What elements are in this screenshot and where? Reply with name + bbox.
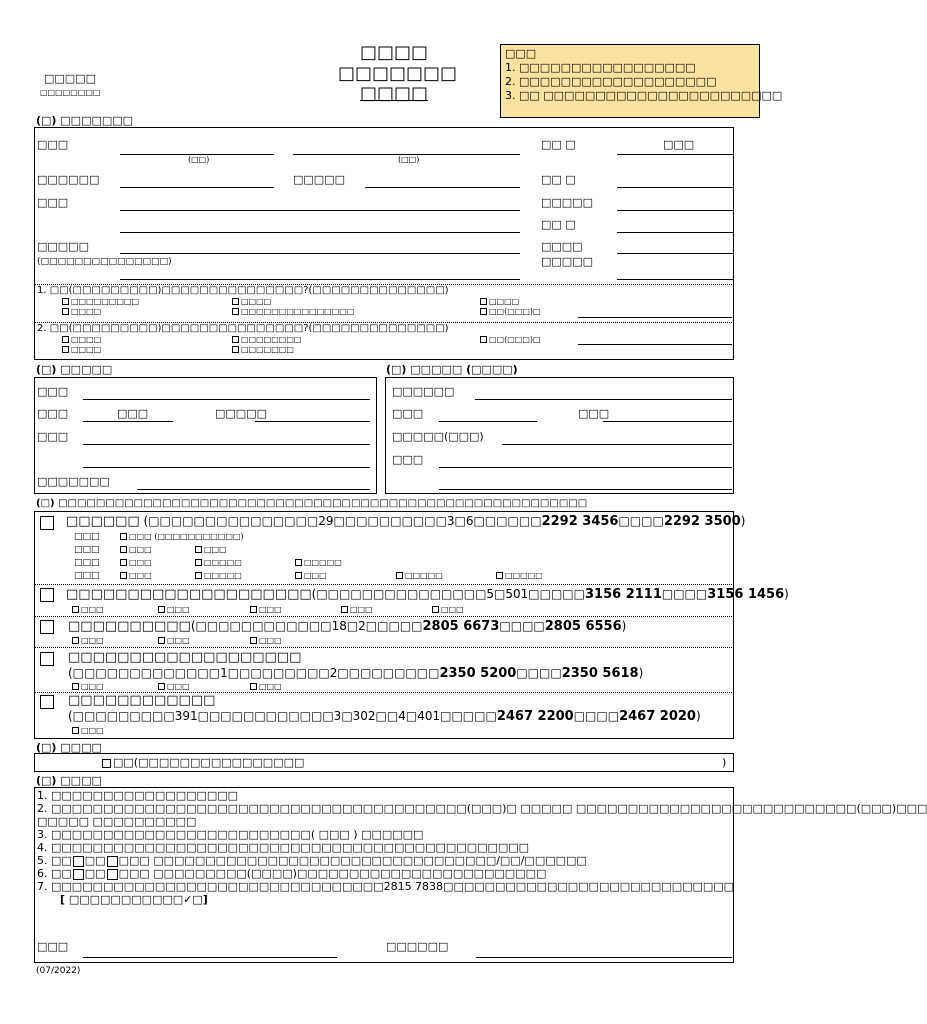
term-5-no-checkbox[interactable] [107,856,118,867]
right-field-5[interactable] [617,253,734,254]
b-field-2-value: □□□ [117,407,149,420]
right-field-2[interactable] [617,187,734,188]
note-item: 3. □□ □□□□□□□□□□□□□□□□□□□□□□□ [505,89,783,102]
c-field-4-label: □□□ [392,453,424,466]
right-field-6[interactable] [617,279,734,280]
section-d-heading: (□) □□□□□□□□□□□□□□□□□□□□□□□□□□□□□□□□□□□□□□□□□□□□□□□□□□□□□□□□ [36,498,588,509]
c-field-1[interactable] [475,399,732,400]
q2-option[interactable]: □□□□□□□□ [232,335,301,344]
term-6: 6. □□ □□ □□□ □□□□□□□□□(□□□□)□□□□□□□□□□□□□□□□□□□□□□□□ [37,867,547,880]
b-field-2b[interactable] [255,421,370,422]
org1-option[interactable]: □□□□□ [295,558,342,567]
address-label: □□□ [37,196,69,209]
b-field-2b-label: □□□□□ [215,407,267,420]
right-field-4[interactable] [617,232,734,233]
date-field[interactable] [476,957,732,958]
org5-name: □□□□□□□□□□□□ [68,693,216,708]
org1-option[interactable]: □□□ [120,571,152,580]
org1-option[interactable]: □□□ [195,545,227,554]
q2-other-field[interactable] [578,344,732,345]
c-field-4[interactable] [439,467,732,468]
contact-sub-label: (□□□□□□□□□□□□□□□) [37,257,172,267]
contact-field-2[interactable] [120,279,520,280]
org1-option[interactable]: □□□ [295,571,327,580]
address-field-1[interactable] [120,210,520,211]
right-field-3[interactable] [617,210,734,211]
q2-option[interactable]: □□□□□□□ [232,345,294,354]
section-e-heading: (□) □□□□ [36,741,102,754]
id-field[interactable] [120,187,274,188]
b-field-1-label: □□□ [37,385,69,398]
right-label-6: □□□□□ [541,255,593,268]
right-label-4: □□ □ [541,218,576,231]
divider [34,616,734,617]
org2-line: □□□□□□□□□□□□□□□□□□□□(□□□□□□□□□□□□□□□5□501□□□□□3156 2111□□□□3156 1456) [66,587,789,602]
other-field[interactable] [365,187,520,188]
org4-detail: (□□□□□□□□□□□□□1□□□□□□□□□2□□□□□□□□□2350 5200□□□□2350 5618) [68,666,644,681]
org1-option[interactable]: □□□□□ [195,558,242,567]
question-1: 1. □□(□□□□□□□□□)□□□□□□□□□□□□□□□?(□□□□□□□□□□□□□□) [37,285,449,296]
form-version: (07/2022) [36,966,81,976]
q1-option[interactable]: □□□□ [62,307,101,316]
contact-label: □□□□□ [37,240,89,253]
date-label: □□□□□□ [386,940,449,953]
org2-option[interactable]: □□□ [432,605,464,614]
section-b-heading: (□) □□□□□ [36,363,113,376]
name-label: □□□ [37,138,69,151]
right-value-1: □□□ [663,138,695,151]
q2-option-other[interactable]: □□(□□□)□ [480,335,541,344]
right-label-3: □□□□□ [541,196,593,209]
note-item: 2. □□□□□□□□□□□□□□□□□□□ [505,75,717,88]
org2-option[interactable]: □□□ [250,605,282,614]
org2-option[interactable]: □□□ [158,605,190,614]
q1-option[interactable]: □□□□□□□□□ [62,297,139,306]
org5-option[interactable]: □□□ [72,726,104,735]
name-sub-2: (□□) [398,155,420,164]
b-field-2[interactable] [83,421,173,422]
signature-label: □□□ [37,940,69,953]
org1-row-label: □□□ [74,532,100,542]
c-field-2[interactable] [439,421,537,422]
section-e-row[interactable]: □□(□□□□□□□□□□□□□□□□ [102,756,304,769]
org5-checkbox[interactable] [40,695,54,709]
right-label-1: □□ □ [541,138,576,151]
right-field-1[interactable] [617,154,734,155]
org1-option[interactable]: □□□□□ [195,571,242,580]
q1-option[interactable]: □□□□□□□□□□□□□□□ [232,307,354,316]
org4-name: □□□□□□□□□□□□□□□□□□□ [68,650,302,665]
org4-option[interactable]: □□□ [72,682,104,691]
divider [34,584,734,585]
org1-row-label: □□□ [74,545,100,555]
term-2: 2. □□□□□□□□□□□□□□□□□□□□□□□□□□□□□□□□□□□□□□□□(□□□)□ □□□□□ □□□□□□□□□□□□□□□□□□□□□□□□□□□(□□□)□□□ [37,802,927,815]
org4-checkbox[interactable] [40,652,54,666]
term-5-yes-checkbox[interactable] [73,856,84,867]
title-line-3: □□□□ [360,83,429,104]
other-label: □□□□□ [293,173,345,186]
org1-option[interactable]: □□□ [120,545,152,554]
term-5: 5. □□ □□ □□□ □□□□□□□□□□□□□□□□□□□□□□□□□□□□□□□□□/□□/□□□□□□ [37,854,587,867]
q2-option[interactable]: □□□□ [62,335,101,344]
term-4: 4. □□□□□□□□□□□□□□□□□□□□□□□□□□□□□□□□□□□□□□□□□□□□□□ [37,841,530,854]
section-c-heading: (□) □□□□□ (□□□□) [386,363,518,376]
right-label-5: □□□□ [541,240,583,253]
b-field-3[interactable] [83,444,370,445]
b-field-1[interactable] [83,399,370,400]
term-2-cont: □□□□□ □□□□□□□□□□ [37,815,197,828]
term-7: 7. □□□□□□□□□□□□□□□□□□□□□□□□□□□□□□□□2815 7838□□□□□□□□□□□□□□□□□□□□□□□□□□□□ [37,880,735,893]
name-sub-1: (□□) [188,155,210,164]
org1-option[interactable]: □□□□□ [496,571,543,580]
org3-option[interactable]: □□□ [250,636,282,645]
org3-checkbox[interactable] [40,620,54,634]
c-field-2b[interactable] [603,421,732,422]
term-1: 1. □□□□□□□□□□□□□□□□□□ [37,789,239,802]
q1-option[interactable]: □□□□ [480,297,519,306]
q1-option[interactable]: □□□□ [232,297,271,306]
c-field-3-label: □□□□□(□□□) [392,430,484,443]
section-e-end: ) [722,756,727,769]
term-6-yes-checkbox[interactable] [73,869,84,880]
term-6-no-checkbox[interactable] [107,869,118,880]
b-field-2-label: □□□ [37,407,69,420]
org1-checkbox[interactable] [40,516,54,530]
signature-field[interactable] [83,957,337,958]
c-field-3[interactable] [502,444,732,445]
b-field-4-label: □□□□□□□ [37,475,110,488]
q2-option[interactable]: □□□□ [62,345,101,354]
c-field-2b-label: □□□ [578,407,610,420]
c-field-4b[interactable] [439,489,732,490]
org2-checkbox[interactable] [40,588,54,602]
notes-box [500,44,783,118]
c-field-1-label: □□□□□□ [392,385,455,398]
org3-option[interactable]: □□□ [72,636,104,645]
org5-detail: (□□□□□□□□□391□□□□□□□□□□□□3□302□□4□401□□□□□2467 2200□□□□2467 2020) [68,709,701,724]
term-note: [ □□□□□□□□□□□✓□] [60,893,208,906]
org2-option[interactable]: □□□ [341,605,373,614]
section-f-heading: (□) □□□□ [36,774,102,787]
org1-line: □□□□□□ (□□□□□□□□□□□□□□□29□□□□□□□□□□3□6□□□□□□2292 3456□□□□2292 3500) [66,514,746,529]
c-field-2-label: □□□ [392,407,424,420]
org3-line: □□□□□□□□□□(□□□□□□□□□□□□18□2□□□□□2805 6673□□□□2805 6556) [68,619,627,634]
contact-field-1[interactable] [120,253,520,254]
divider [34,647,734,648]
org4-option[interactable]: □□□ [250,682,282,691]
id-label: □□□□□□ [37,173,100,186]
title-line-1: □□□□ [360,42,429,63]
form-sub-code: □□□□□□□□ [40,88,101,97]
form-code: □□□□□ [44,72,96,85]
b-field-3-label: □□□ [37,430,69,443]
question-2: 2. □□(□□□□□□□□□)□□□□□□□□□□□□□□□?(□□□□□□□□□□□□□□) [37,323,449,334]
b-field-3b[interactable] [83,467,370,468]
org1-option[interactable]: □□□□□ [396,571,443,580]
org1-option[interactable]: □□□ (□□□□□□□□□□□) [120,532,244,541]
org4-option[interactable]: □□□ [158,682,190,691]
org1-row-label: □□□ [74,558,100,568]
q1-option-other[interactable]: □□(□□□)□ [480,307,541,316]
section-a-heading: (□) □□□□□□□ [36,114,134,127]
org3-option[interactable]: □□□ [158,636,190,645]
note-item: 1. □□□□□□□□□□□□□□□□□ [505,61,696,74]
b-field-4[interactable] [137,489,370,490]
q1-other-field[interactable] [578,317,732,318]
org2-option[interactable]: □□□ [72,605,104,614]
org1-option[interactable]: □□□ [120,558,152,567]
address-field-2[interactable] [120,232,520,233]
title-line-2: □□□□□□□ [338,63,458,84]
right-label-2: □□ □ [541,173,576,186]
notes-title: □□□ [505,47,537,60]
org1-row-label: □□□ [74,571,100,581]
term-3: 3. □□□□□□□□□□□□□□□□□□□□□□□□□( □□□ ) □□□□□□ [37,828,424,841]
